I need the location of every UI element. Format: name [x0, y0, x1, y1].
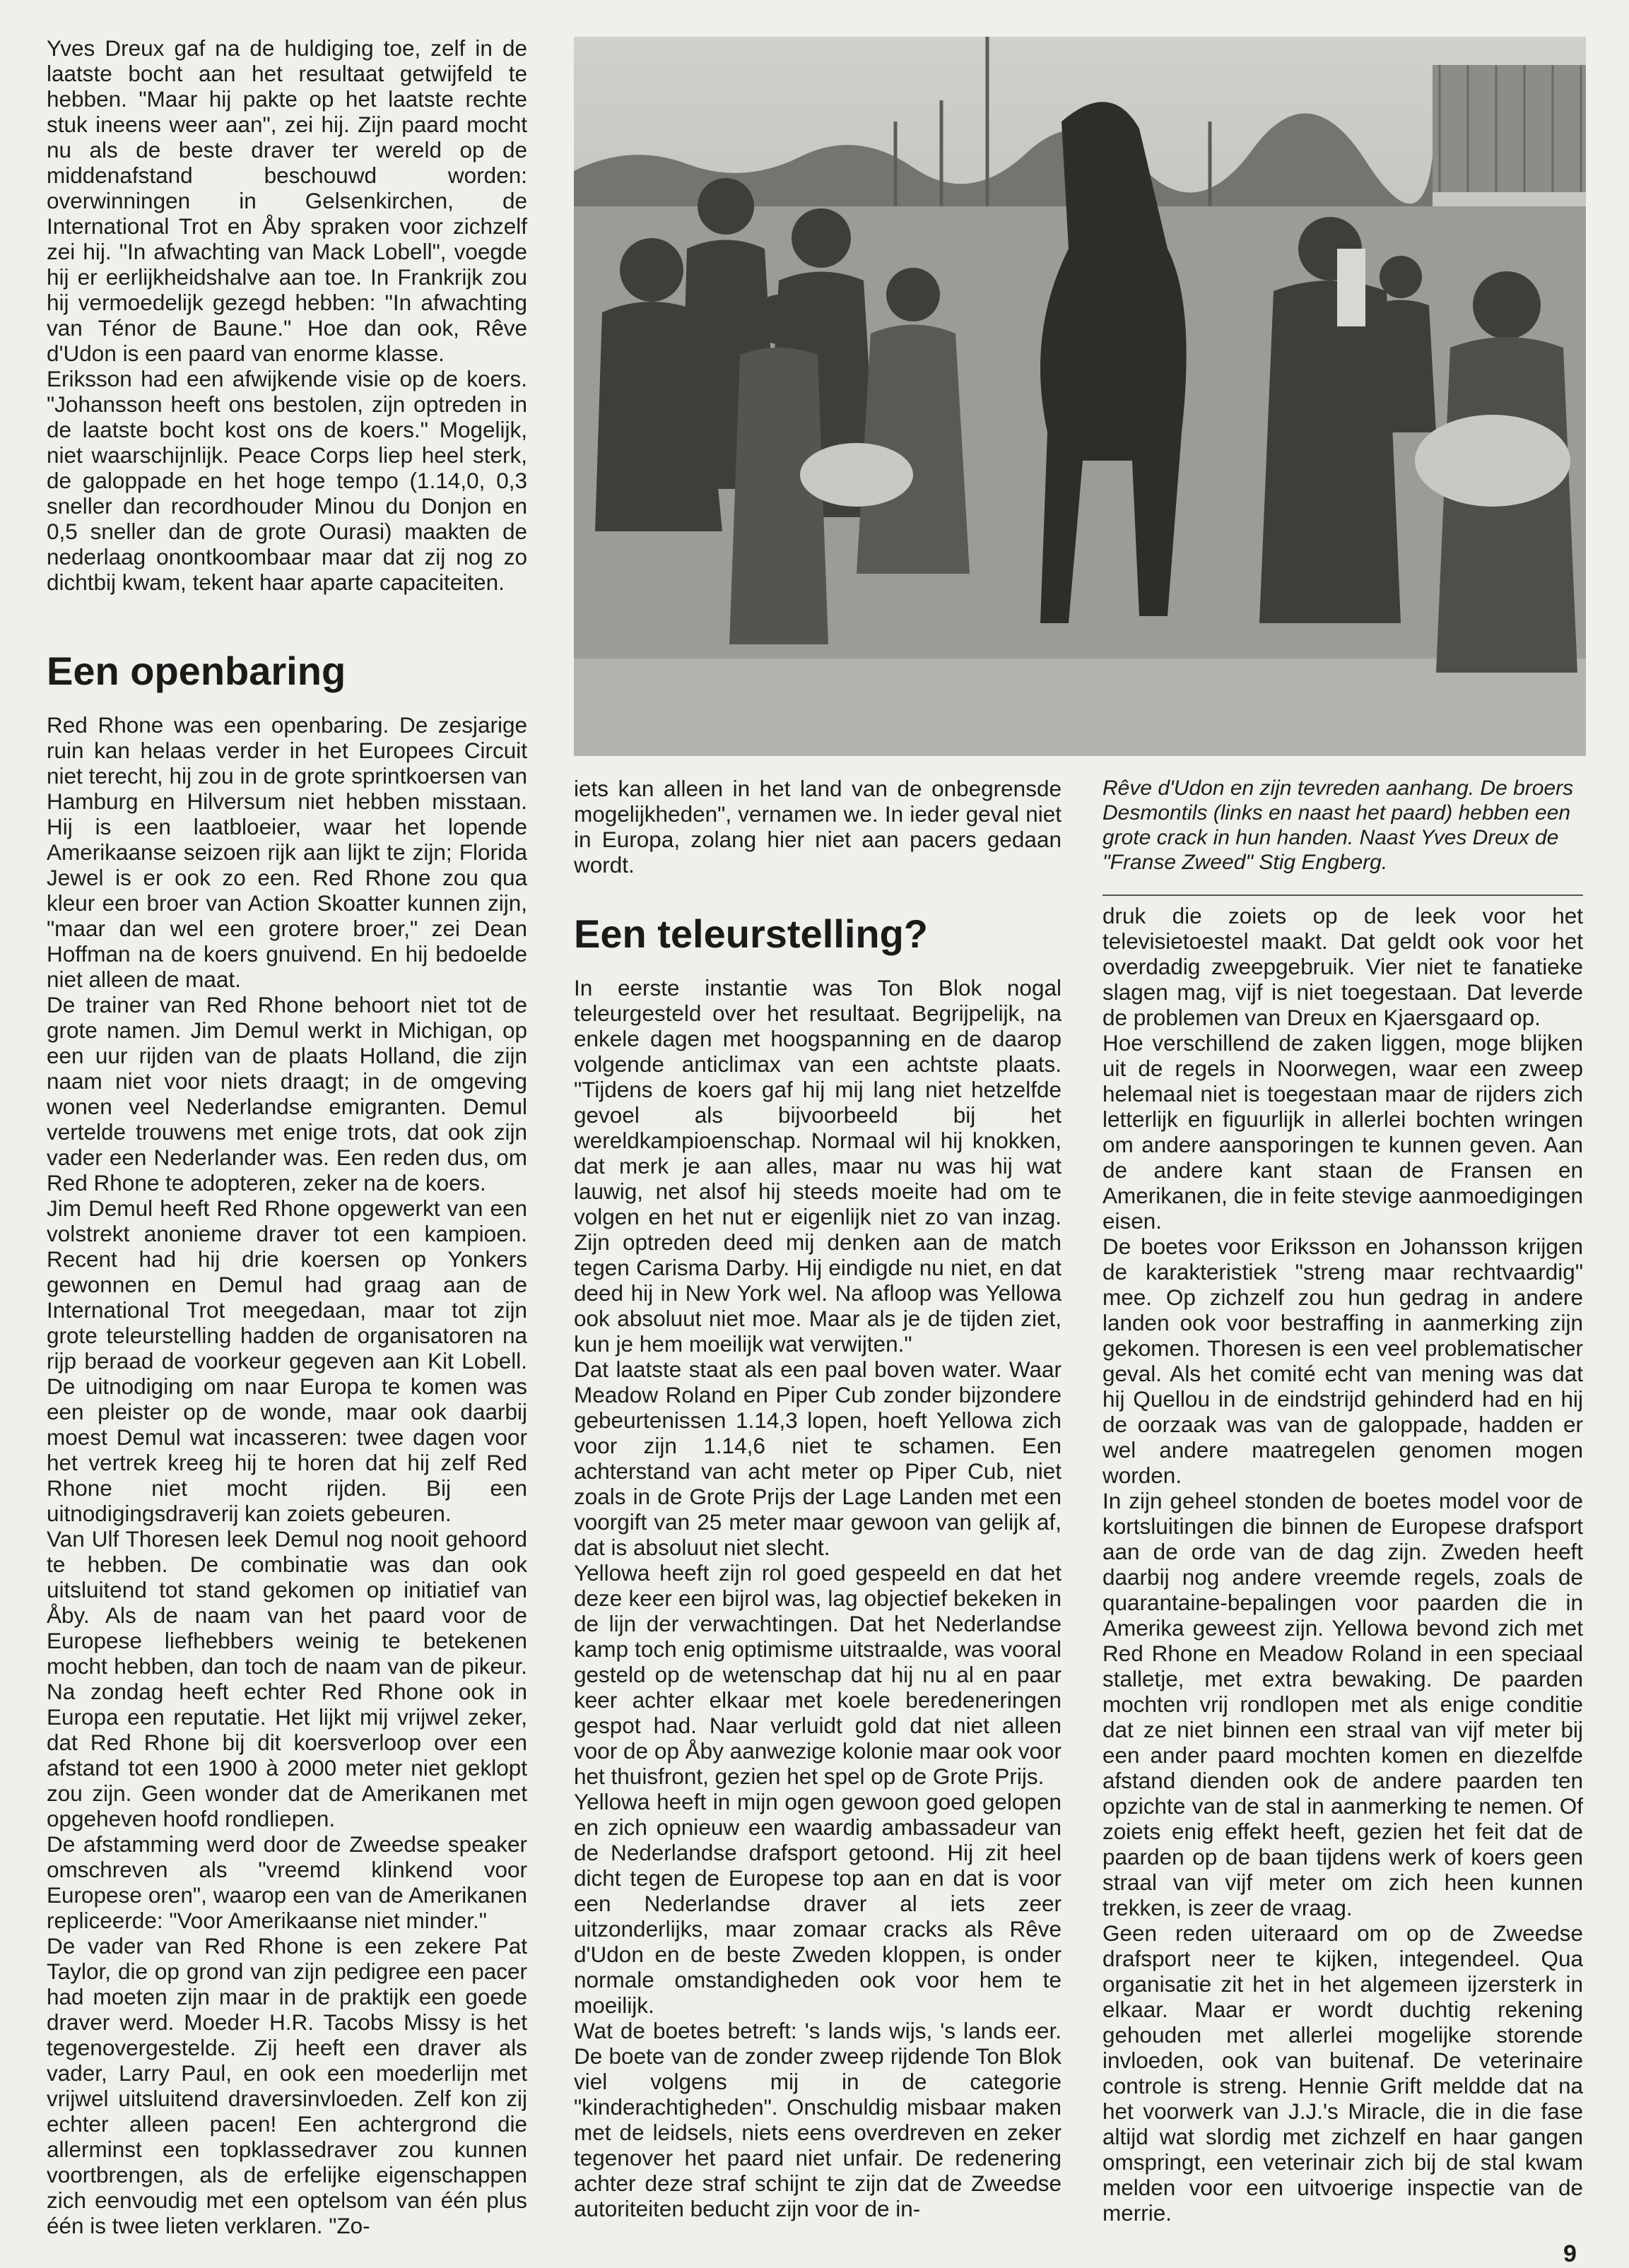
- page-number: 9: [1563, 2240, 1577, 2267]
- article-paragraph: Hoe verschillend de zaken liggen, moge blijken uit de regels in Noorwegen, waar een zweep helemaal niet is toegestaan maar de rijders zich letterlijk en figuurlijk in allerlei bochten wringen om andere aansporingen te kunnen geven. Aan de andere kant staan de Fransen en Amerikanen, die in feite stevige aanmoedigingen eisen.: [1102, 1030, 1583, 1234]
- photo-caption: Rêve d'Udon en zijn tevreden aanhang. De broers Desmontils (links en naast het paard) hebben een grote crack in hun handen. Naast Yves Dreux de "Franse Zweed" Stig Engberg.: [1102, 776, 1574, 874]
- article-paragraph: Van Ulf Thoresen leek Demul nog nooit gehoord te hebben. De combinatie was dan ook uitsluitend tot stand gekomen op initiatief van Åby. Als de naam van het paard voor de Europese liefhebbers weinig te betekenen mocht hebben, dan toch de naam van de pikeur. Na zondag heeft echter Red Rhone ook in Europa een reputatie. Het lijkt mij vrijwel zeker, dat Red Rhone bij dit koersverloop over een afstand tot een 1900 à 2000 meter niet geklopt zou zijn. Geen wonder dat de Amerikanen met opgeheven hoofd rondliepen.: [47, 1526, 527, 1831]
- heading-een-teleurstelling: Een teleurstelling?: [574, 911, 928, 956]
- article-paragraph: Wat de boetes betreft: 's lands wijs, 's lands eer. De boete van de zonder zweep rijdende Ton Blok viel volgens mij in de categorie "kinderachtigheden". Onschuldig misbaar maken met de leidsels, niets eens overdreven en zeker tegenover het paard niet unfair. De redenering achter deze straf schijnt te zijn dat de Zweedse autoriteiten beducht zijn voor de in-: [574, 2018, 1062, 2221]
- article-paragraph: Dat laatste staat als een paal boven water. Waar Meadow Roland en Piper Cub zonder bijzondere gebeurtenissen 1.14,3 lopen, hoeft Yellowa zich voor zijn 1.14,6 niet te schamen. Een achterstand van acht meter op Piper Cub, niet zoals in de Grote Prijs der Lage Landen met een voorgift van 25 meter maar gewoon van gelijk af, dat is absoluut niet slecht.: [574, 1357, 1062, 1560]
- article-paragraph: Jim Demul heeft Red Rhone opgewerkt van een volstrekt anonieme draver tot een kampioen. Recent had hij drie koersen op Yonkers gewonnen en Demul had graag aan de International Trot meegedaan, maar tot zijn grote teleurstelling hadden de organisatoren na rijp beraad de voorkeur gegeven aan Kit Lobell. De uitnodiging om naar Europa te komen was een pleister op de wonde, maar ook daarbij moest Demul wat incasseren: twee dagen voor het vertrek kreeg hij te horen dat hij zelf Red Rhone niet mocht rijden. Bij een uitnodigingsdraverij kan zoiets gebeuren.: [47, 1195, 527, 1526]
- article-paragraph: Yellowa heeft zijn rol goed gespeeld en dat het deze keer een bijrol was, lag objectief bekeken in de lijn der verwachtingen. Dat het Nederlandse kamp toch enig optimisme uitstraalde, was vooral gesteld op de wetenschap dat hij nu al en paar keer achter elkaar met koele beredeneringen gespot had. Naar verluidt gold dat niet alleen voor de op Åby aanwezige kolonie maar ook voor het thuisfront, gezien het spel op de Grote Prijs.: [574, 1560, 1062, 1789]
- article-paragraph: Red Rhone was een openbaring. De zesjarige ruin kan helaas verder in het Europees Circuit niet terecht, hij zou in de grote sprintkoersen van Hamburg en Hilversum niet hebben misstaan. Hij is een laatbloeier, waar het lopende Amerikaanse seizoen rijk aan lijkt te zijn; Florida Jewel is er ook zo een. Red Rhone zou qua kleur een broer van Action Skoatter kunnen zijn, "maar dan wel een grotere broer," zei Dean Hoffman na de koers gnuivend. En hij bedoelde niet alleen de maat.: [47, 712, 527, 992]
- column-2-top: [574, 776, 1062, 878]
- award-ceremony-photo: [574, 37, 1586, 756]
- intro-paragraph-2: Eriksson had een afwijkende visie op de koers. "Johansson heeft ons bestolen, zijn optreden in de laatste bocht kost ons de koers." Mogelijk, niet waarschijnlijk. Peace Corps liep heel sterk, de galoppade en het hoge tempo (1.14,0, 0,3 sneller dan recordhouder Minou du Donjon en 0,5 sneller dan de grote Ourasi) maakten de nederlaag onontkoombaar maar dat zij nog zo dichtbij kwam, tekent haar aparte capaciteiten.: [47, 366, 527, 595]
- photo-illustration: [574, 37, 1586, 756]
- article-paragraph: De boetes voor Eriksson en Johansson krijgen de karakteristiek "streng maar rechtvaardig" mee. Op zichzelf zou hun gedrag in andere landen ook voor bestraffing in aanmerking zijn gekomen. Thoresen is een veel problematischer geval. Als het comité echt van mening was dat hij Quellou in de eindstrijd gehinderd had en hij de oorzaak was van de galoppade, hadden er wel andere maatregelen genomen mogen worden.: [1102, 1234, 1583, 1488]
- column-3-body: [1102, 903, 1583, 2226]
- caption-divider: [1102, 894, 1583, 896]
- article-paragraph: De vader van Red Rhone is een zekere Pat Taylor, die op grond van zijn pedigree een pacer had moeten zijn maar in de praktijk een goede draver werd. Moeder H.R. Tacobs Missy is het tegenovergestelde. Zij heeft een draver als vader, Larry Paul, en ook een moederlijn met vrijwel uitsluitend draversinvloeden. Zelf kon zij echter alleen pacen! Een achtergrond die allerminst een topklassedraver zou kunnen voortbrengen, als de erfelijke eigenschappen zich eenvoudig met een optelsom van één plus één is twee lieten verklaren. "Zo-: [47, 1933, 527, 2238]
- intro-paragraph: Yves Dreux gaf na de huldiging toe, zelf in de laatste bocht aan het resultaat getwijfeld te hebben. "Maar hij pakte op het laatste rechte stuk ineens weer aan", zei hij. Zijn paard mocht nu als de beste draver ter wereld op de middenafstand beschouwd worden: overwinningen in Gelsenkirchen, de International Trot en Åby spraken voor zichzelf zei hij. "In afwachting van Mack Lobell", voegde hij er eerlijkheidshalve aan toe. In Frankrijk zou hij vermoedelijk gezegd hebben: "In afwachting van Ténor de Baune." Hoe dan ook, Rêve d'Udon is een paard van enorme klasse.: [47, 35, 527, 366]
- article-paragraph: Geen reden uiteraard om op de Zweedse drafsport neer te kijken, integendeel. Qua organisatie zit het in het algemeen ijzersterk in elkaar. Maar er wordt duchtig rekening gehouden met allerlei mogelijke storende invloeden, ook van buitenaf. De veterinaire controle is streng. Hennie Grift meldde dat na het voorwerk van J.J.'s Miracle, die in die fase altijd wat slordig met zichzelf en haar gangen omspringt, een veterinair zich bij de stal kwam melden voor een uitvoerige inspectie van de merrie.: [1102, 1920, 1583, 2226]
- article-paragraph: De afstamming werd door de Zweedse speaker omschreven als "vreemd klinkend voor Europese oren", waarop een van de Amerikanen repliceerde: "Voor Amerikaanse niet minder.": [47, 1831, 527, 1933]
- article-paragraph: Yellowa heeft in mijn ogen gewoon goed gelopen en zich opnieuw een waardig ambassadeur van de Nederlandse drafsport getoond. Hij zit heel dicht tegen de Europese top aan en dat is voor een Nederlandse draver al iets zeer uitzonderlijks, maar zomaar cracks als Rêve d'Udon en de beste Zweden kloppen, is onder normale omstandigheden ook voor hem te moeilijk.: [574, 1789, 1062, 2018]
- heading-een-openbaring: Een openbaring: [47, 649, 346, 693]
- column-1-body: [47, 712, 527, 2238]
- article-paragraph: druk die zoiets op de leek voor het televisietoestel maakt. Dat geldt ook voor het overdadig zweepgebruik. Vier niet te fanatieke slagen mag, vijf is niet toegestaan. Dat leverde de problemen van Dreux en Kjaersgaard op.: [1102, 903, 1583, 1030]
- article-paragraph: iets kan alleen in het land van de onbegrensde mogelijkheden", vernamen we. In ieder geval niet in Europa, zolang hier niet aan pacers gedaan wordt.: [574, 776, 1062, 878]
- column-2-body: [574, 975, 1062, 2221]
- article-paragraph: De trainer van Red Rhone behoort niet tot de grote namen. Jim Demul werkt in Michigan, op een uur rijden van de plaats Holland, die zijn naam niet voor niets draagt; in de omgeving wonen veel Nederlandse emigranten. Demul vertelde trouwens met enige trots, dat ook zijn vader een Nederlander was. Een reden dus, om Red Rhone te adopteren, zeker na de koers.: [47, 992, 527, 1195]
- article-paragraph: In eerste instantie was Ton Blok nogal teleurgesteld over het resultaat. Begrijpelijk, na enkele dagen met hoogspanning en de daarop volgende anticlimax van een achtste plaats. "Tijdens de koers gaf hij mij lang niet hetzelfde gevoel als bijvoorbeeld bij het wereldkampioenschap. Normaal wil hij knokken, dat merk je aan alles, maar nu was hij wat lauwig, net alsof hij steeds moeite had om te volgen en het nut er eigenlijk niet zo van inzag. Zijn optreden deed mij denken aan de match tegen Carisma Darby. Hij eindigde nu niet, en dat deed hij in New York wel. Na afloop was Yellowa ook absoluut niet moe. Maar als je de tijden ziet, kun je hem moeilijk wat verwijten.": [574, 975, 1062, 1357]
- intro-column: [47, 35, 527, 595]
- article-paragraph: In zijn geheel stonden de boetes model voor de kortsluitingen die binnen de Europese drafsport aan de orde van de dag zijn. Zweden heeft daarbij nog andere vreemde regels, zoals de quarantaine-bepalingen voor paarden die in Amerika geweest zijn. Yellowa bevond zich met Red Rhone en Meadow Roland in een speciaal stalletje, met extra bewaking. De paarden mochten vrij rondlopen met als enige conditie dat ze niet binnen een straal van vijf meter bij een ander paard mochten komen en diezelfde afstand dienden ook de andere paarden ten opzichte van de stal in aanmerking te nemen. Of zoiets enig effekt heeft, gezien het feit dat de paarden op de baan tijdens werk of koers geen straal van vijf meter om zich heen kunnen trekken, is zeer de vraag.: [1102, 1488, 1583, 1920]
